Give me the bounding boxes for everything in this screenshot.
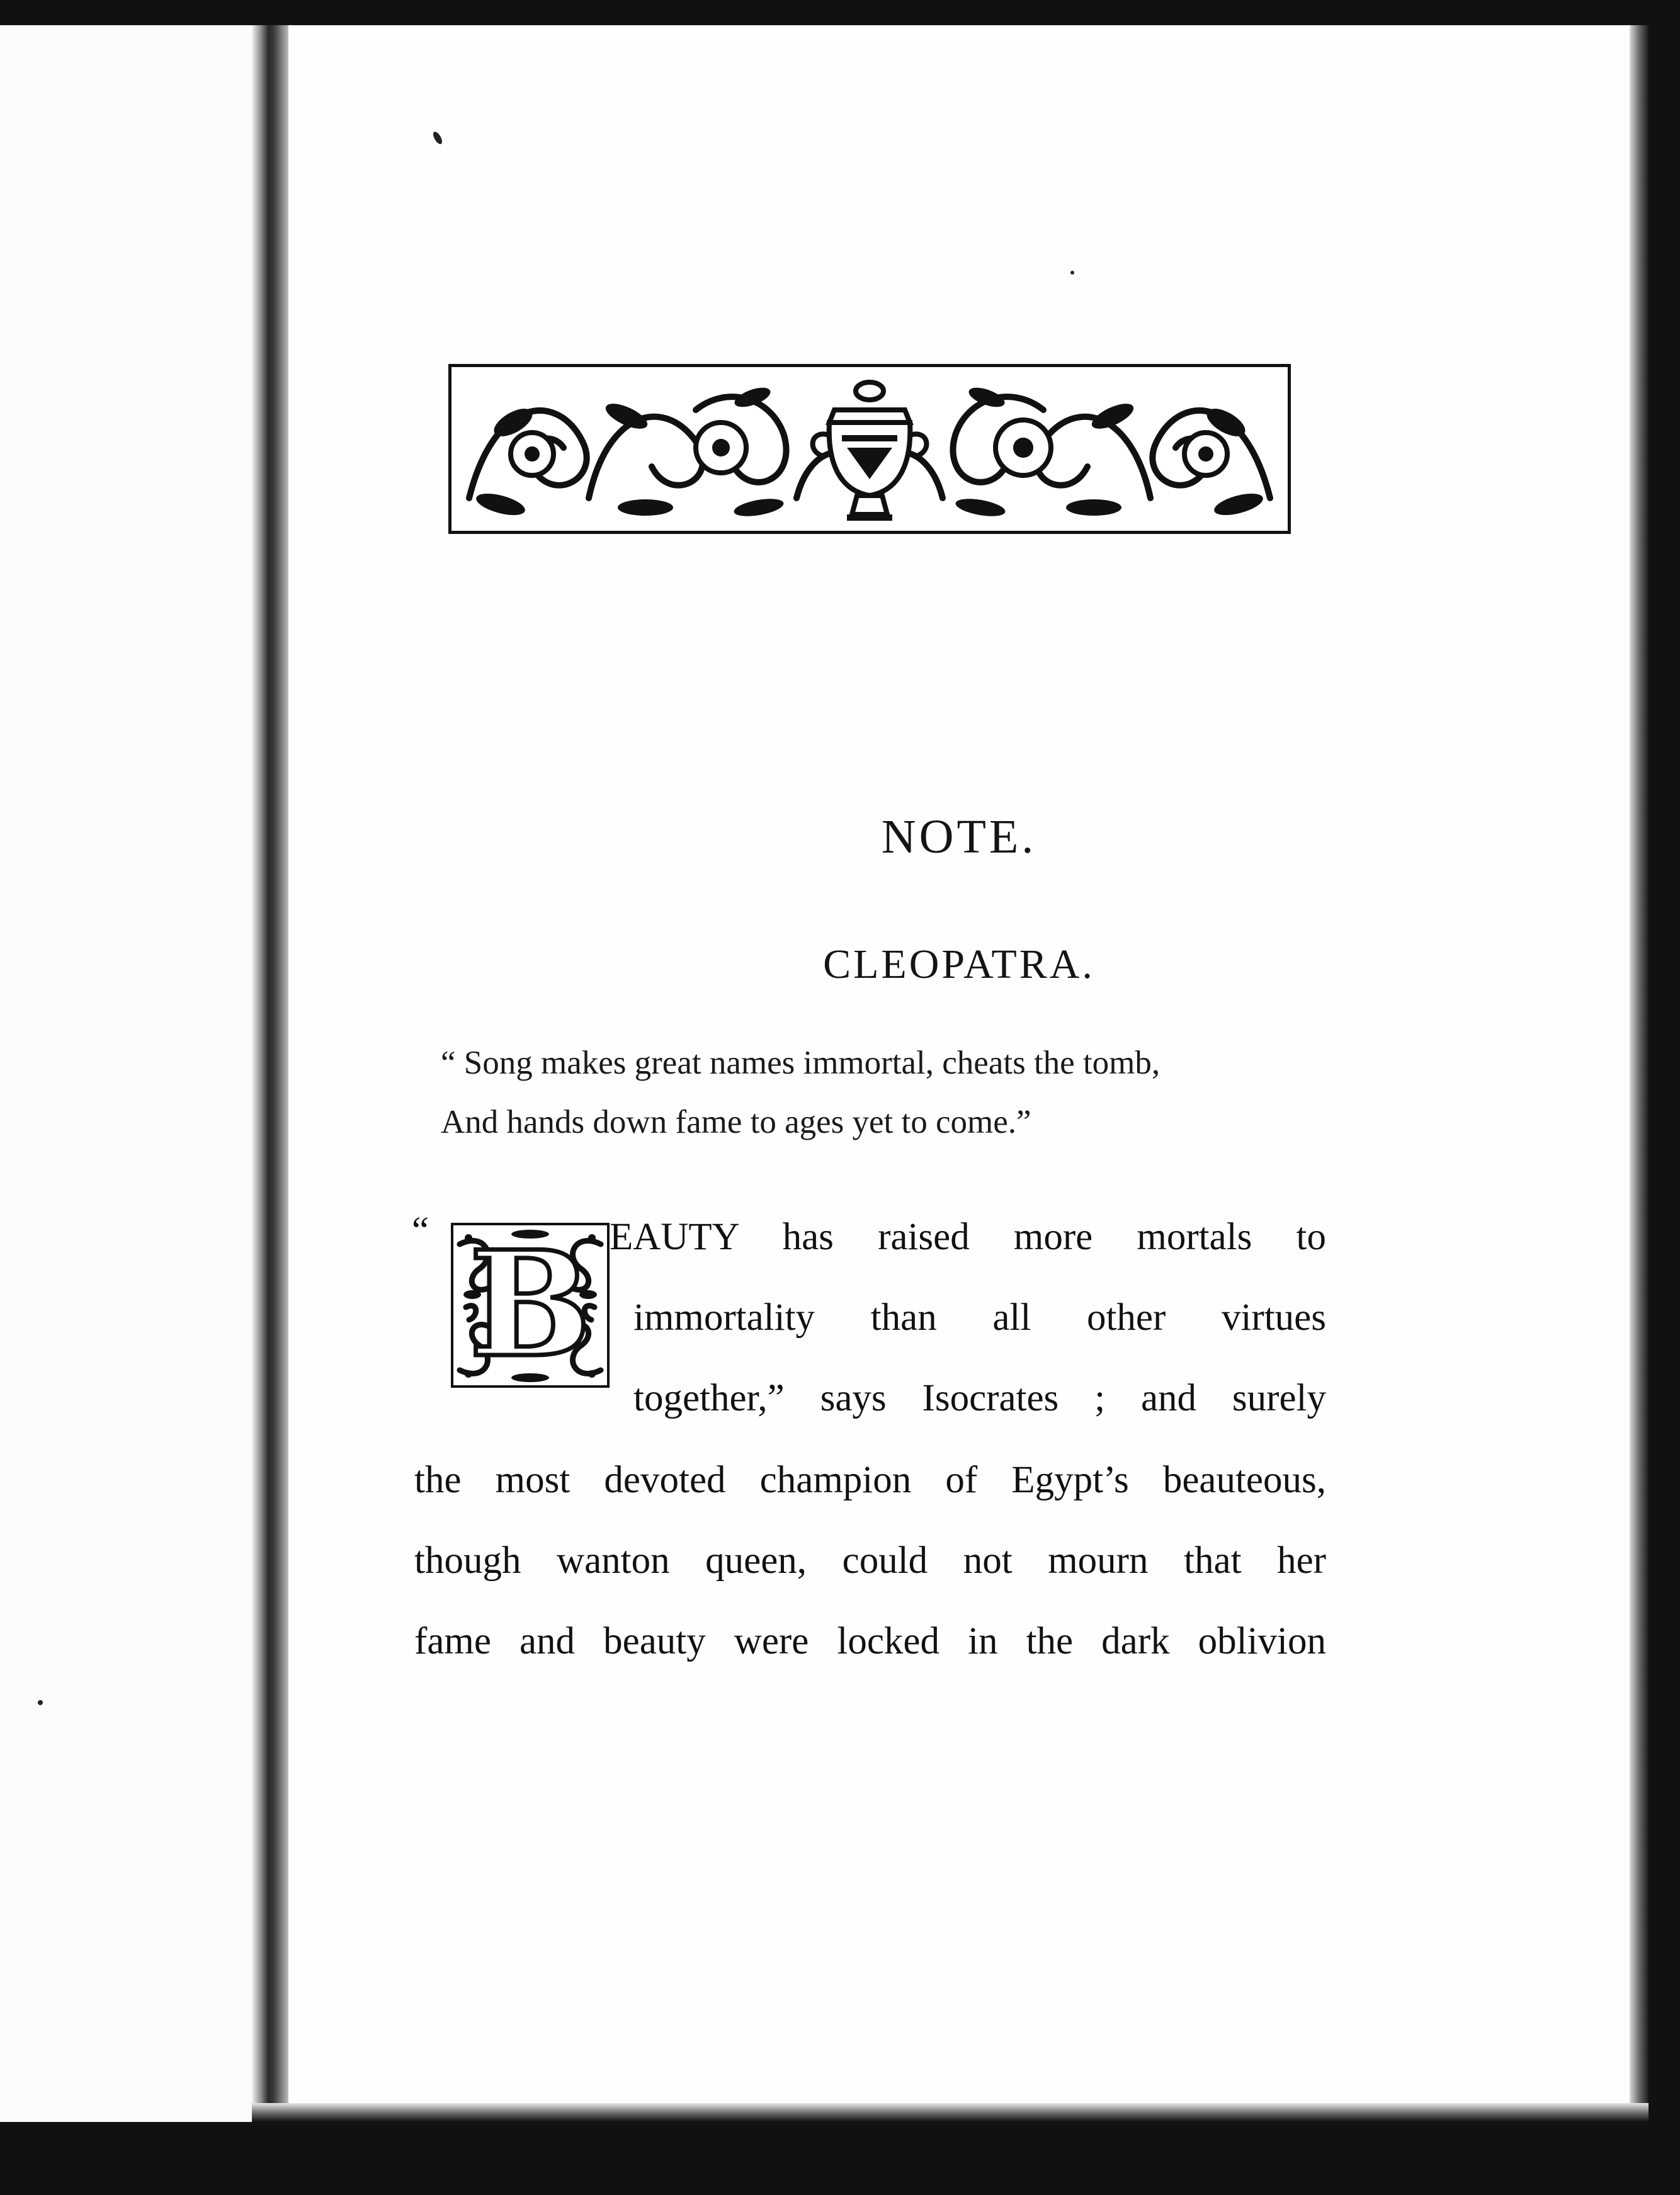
ornamental-drop-cap (451, 1223, 610, 1388)
section-subtitle: CLEOPATRA. (823, 941, 1095, 987)
ink-speck (1070, 271, 1074, 275)
body-text-line: immortality than all other virtues (633, 1296, 1326, 1339)
left-page (0, 25, 252, 2122)
body-text-line: the most devoted champion of Egypt’s beauteous, (414, 1459, 1326, 1501)
ornamental-headpiece (448, 364, 1291, 534)
book-gutter (252, 25, 288, 2122)
page-edge-right (1630, 25, 1649, 2122)
body-text-line: together,” says Isocrates ; and surely (633, 1377, 1326, 1419)
drop-cap-letter: B (468, 1223, 592, 1388)
ink-speck (38, 1700, 43, 1705)
epigraph-line: “ Song makes great names immortal, cheats the tomb, (441, 1045, 1161, 1081)
epigraph-line: And hands down fame to ages yet to come.” (441, 1104, 1031, 1140)
floral-urn-ornament-icon (457, 372, 1283, 526)
body-text-line: EAUTY has raised more mortals to (610, 1216, 1326, 1258)
page-title: NOTE. (881, 810, 1037, 863)
body-text-line: though wanton queen, could not mourn that her (414, 1540, 1326, 1582)
page-edge-bottom (252, 2103, 1649, 2122)
opening-quote-mark: “ (412, 1210, 429, 1252)
body-text-line: fame and beauty were locked in the dark oblivion (414, 1620, 1326, 1662)
